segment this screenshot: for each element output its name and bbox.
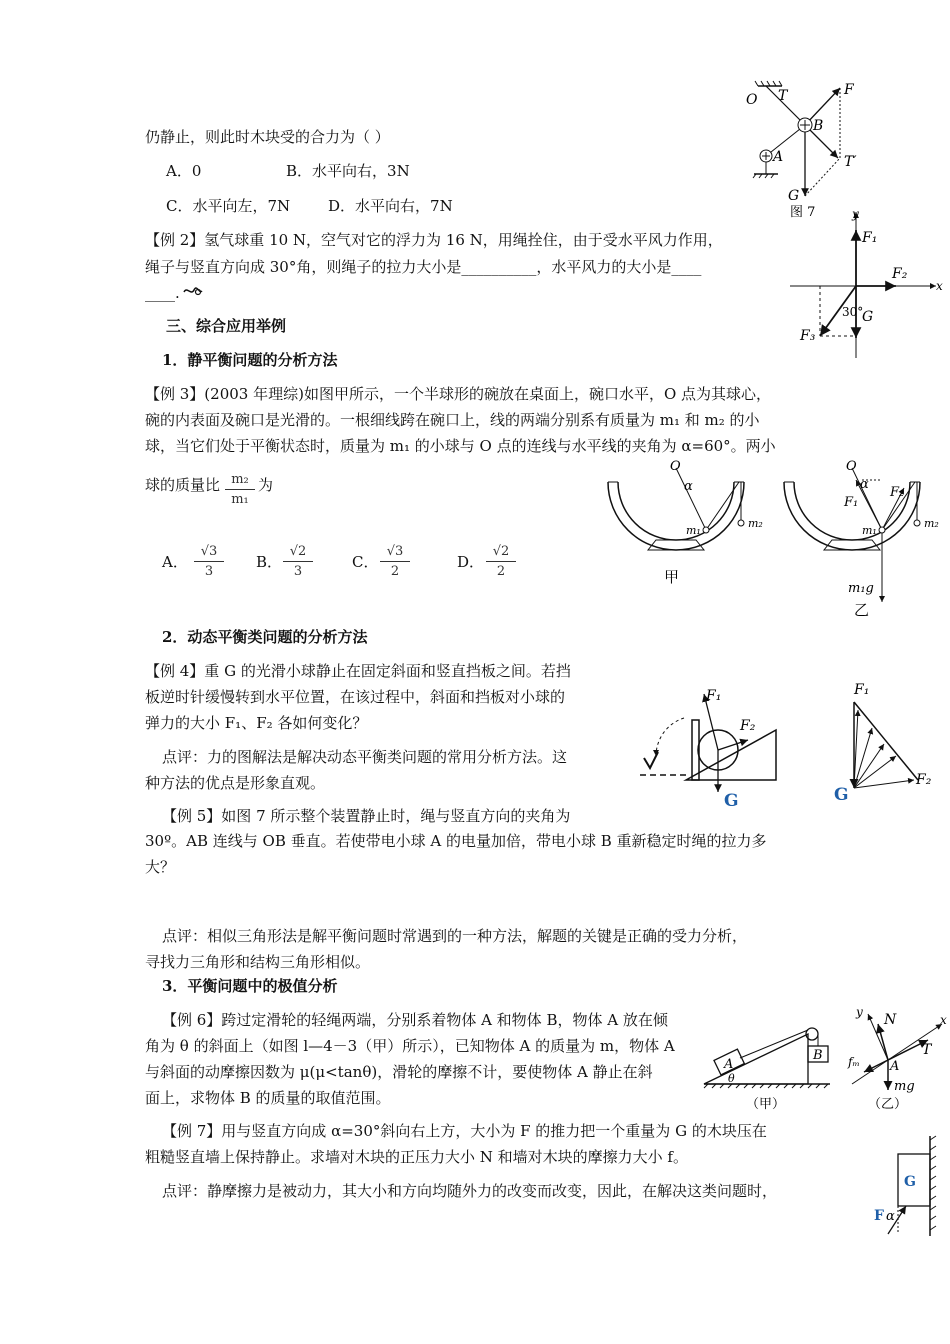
label-fm: fₘ [848,1055,860,1069]
vector-triangle-diagram [830,680,940,810]
label-F: F [844,82,854,98]
example-3-line2: 碗的内表面及碗口是光滑的。一根细线跨在碗口上，线的两端分别系有质量为 m₁ 和 m₂ 的小 [145,411,760,429]
label-B: B [813,118,824,134]
example-7-line1: 【例 7】用与竖直方向成 α=30°斜向右上方，大小为 F 的推力把一个重量为 G 的木块压在 [162,1122,767,1140]
ratio-option-c-label: C． [352,553,379,571]
label-jia: 甲 [664,568,680,586]
figure-7 [740,78,870,226]
label-O: O [670,459,681,474]
ratio-option-d: √2 2 [486,545,516,578]
axis-y-label: y [852,207,859,221]
section-heading: 三、综合应用举例 [166,317,287,335]
label-T: T [778,88,788,104]
mass-ratio: m₂ m₁ [225,473,255,506]
label-m1: m₁ [686,524,701,537]
label-m2: m₂ [924,517,939,530]
ratio-option-a: √3 3 [194,545,224,578]
label-G: G [904,1174,916,1190]
label-m2: m₂ [748,517,763,530]
slope-baffle-diagram [636,680,786,810]
example-5-line1: 【例 5】如图 7 所示整个装置静止时，绳与竖直方向的夹角为 [162,807,571,825]
example-3-line3: 球，当它们处于平衡状态时，质量为 m₁ 的小球与 O 点的连线与水平线的夹角为 α=60°。两小 [145,437,776,455]
label-theta: θ [728,1072,735,1085]
label-angle: 30° [842,305,864,319]
example-2-line3: ____. [145,284,180,302]
example-4-line3: 弹力的大小 F₁、F₂ 各如何变化？ [145,714,368,732]
label-jia: （甲） [746,1097,786,1112]
option-d: D．水平向右，7N [328,197,453,215]
comment-line1: 点评：静摩擦力是被动力，其大小和方向均随外力的改变而改变，因此，在解决这类问题时， [162,1182,778,1200]
ratio-option-a-label: A． [162,553,188,571]
label-F1: F₁ [706,688,722,704]
label-alpha: α [886,1209,895,1224]
label-B: B [813,1048,823,1063]
label-F1: F₁ [854,682,870,698]
subsection-heading: 2．动态平衡类问题的分析方法 [162,628,368,646]
figure-caption: 图 7 [790,205,816,220]
ratio-option-b: √2 3 [283,545,313,578]
label-yi: （乙） [868,1097,908,1112]
label-G: G [834,785,849,805]
label-G: G [788,188,800,204]
example-6-line1: 【例 6】跨过定滑轮的轻绳两端，分别系着物体 A 和物体 B，物体 A 放在倾 [162,1011,668,1029]
example-3-line4b: 为 [258,476,274,494]
label-A: A [890,1059,900,1074]
ratio-option-c: √3 2 [380,545,410,578]
label-O: O [846,459,857,474]
comment-line2: 寻找力三角形和结构三角形相似。 [145,953,371,971]
axis-x-label: x [936,279,943,293]
label-F2: F₂ [916,772,932,788]
label-T-prime: T′ [844,154,857,170]
label-T: T [922,1042,932,1058]
label-m1: m₁ [862,524,877,537]
comment-line1: 点评：相似三角形法是解平衡问题时常遇到的一种方法，解题的关键是正确的受力分析， [162,927,748,945]
label-alpha: α [860,477,869,492]
ratio-option-d-label: D． [457,553,485,571]
subsection-heading: 1．静平衡问题的分析方法 [162,351,338,369]
label-N: N [884,1012,897,1028]
example-2-line1: 【例 2】氢气球重 10 N，空气对它的浮力为 16 N，用绳拴住，由于受水平风力作用， [145,231,723,249]
example-3-line1: 【例 3】(2003 年理综)如图甲所示，一个半球形的碗放在桌面上，碗口水平，O 点为其球心， [145,385,772,403]
example-4-line2: 板逆时针缓慢转到水平位置，在该过程中，斜面和挡板对小球的 [145,688,566,706]
example-5-line2: 30º。AB 连线与 OB 垂直。若使带电小球 A 的电量加倍，带电小球 B 重新稳定时绳的拉力多 [145,832,767,850]
label-alpha: α [684,479,693,494]
option-a: A．0 [166,162,202,180]
example-7-line2: 粗糙竖直墙上保持静止。求墙对木块的正压力大小 N 和墙对木块的摩擦力大小 f。 [145,1148,688,1166]
axis-y-label: y [856,1005,863,1019]
example-5-line3: 大？ [145,858,176,876]
option-c: C．水平向左，7N [166,197,291,215]
balloon-force-diagram [786,208,946,358]
label-F2: F₂ [892,266,908,282]
comment-line2: 种方法的优点是形象直观。 [145,774,326,792]
example-6-line2: 角为 θ 的斜面上（如图 l—4－3（甲）所示），已知物体 A 的质量为 m，物体 A [145,1037,675,1055]
label-F1: F₁ [844,495,859,510]
example-6-line4: 面上，求物体 B 的质量的取值范围。 [145,1089,391,1107]
label-F2: F₂ [740,718,756,734]
label-G: G [724,791,739,811]
label-G: G [862,309,874,325]
example-4-line1: 【例 4】重 G 的光滑小球静止在固定斜面和竖直挡板之间。若挡 [145,662,571,680]
example-2-line2: 绳子与竖直方向成 30°角，则绳子的拉力大小是__________，水平风力的大小是____ [145,258,702,276]
subsection-heading: 3．平衡问题中的极值分析 [162,977,338,995]
comment-line1: 点评：力的图解法是解决动态平衡类问题的常用分析方法。这 [162,748,568,766]
forces-on-a-diagram [846,1004,950,1116]
label-m1g: m₁g [848,581,874,596]
label-O: O [746,92,758,108]
option-b: B．水平向右，3N [286,162,410,180]
example-6-line3: 与斜面的动摩擦因数为 μ(μ<tanθ)，滑轮的摩擦不计，要使物体 A 静止在斜 [145,1063,653,1081]
example-3-line4: 球的质量比 [145,476,221,494]
ratio-option-b-label: B． [256,553,283,571]
label-F3: F₃ [800,328,816,344]
text-line: 仍静止，则此时木块受的合力为（ ） [145,128,390,146]
label-yi: 乙 [854,601,870,619]
label-A: A [724,1057,734,1072]
label-F2: F₂ [890,485,905,500]
label-F: F [874,1208,884,1224]
bowl-diagrams [604,459,950,622]
label-A: A [773,149,784,165]
pulley-incline-diagram [700,1026,840,1118]
scribble-mark-icon [183,284,203,298]
label-F1: F₁ [862,230,878,246]
label-mg: mg [894,1079,915,1094]
axis-x-label: x [940,1013,947,1027]
wall-block-diagram [868,1136,950,1236]
